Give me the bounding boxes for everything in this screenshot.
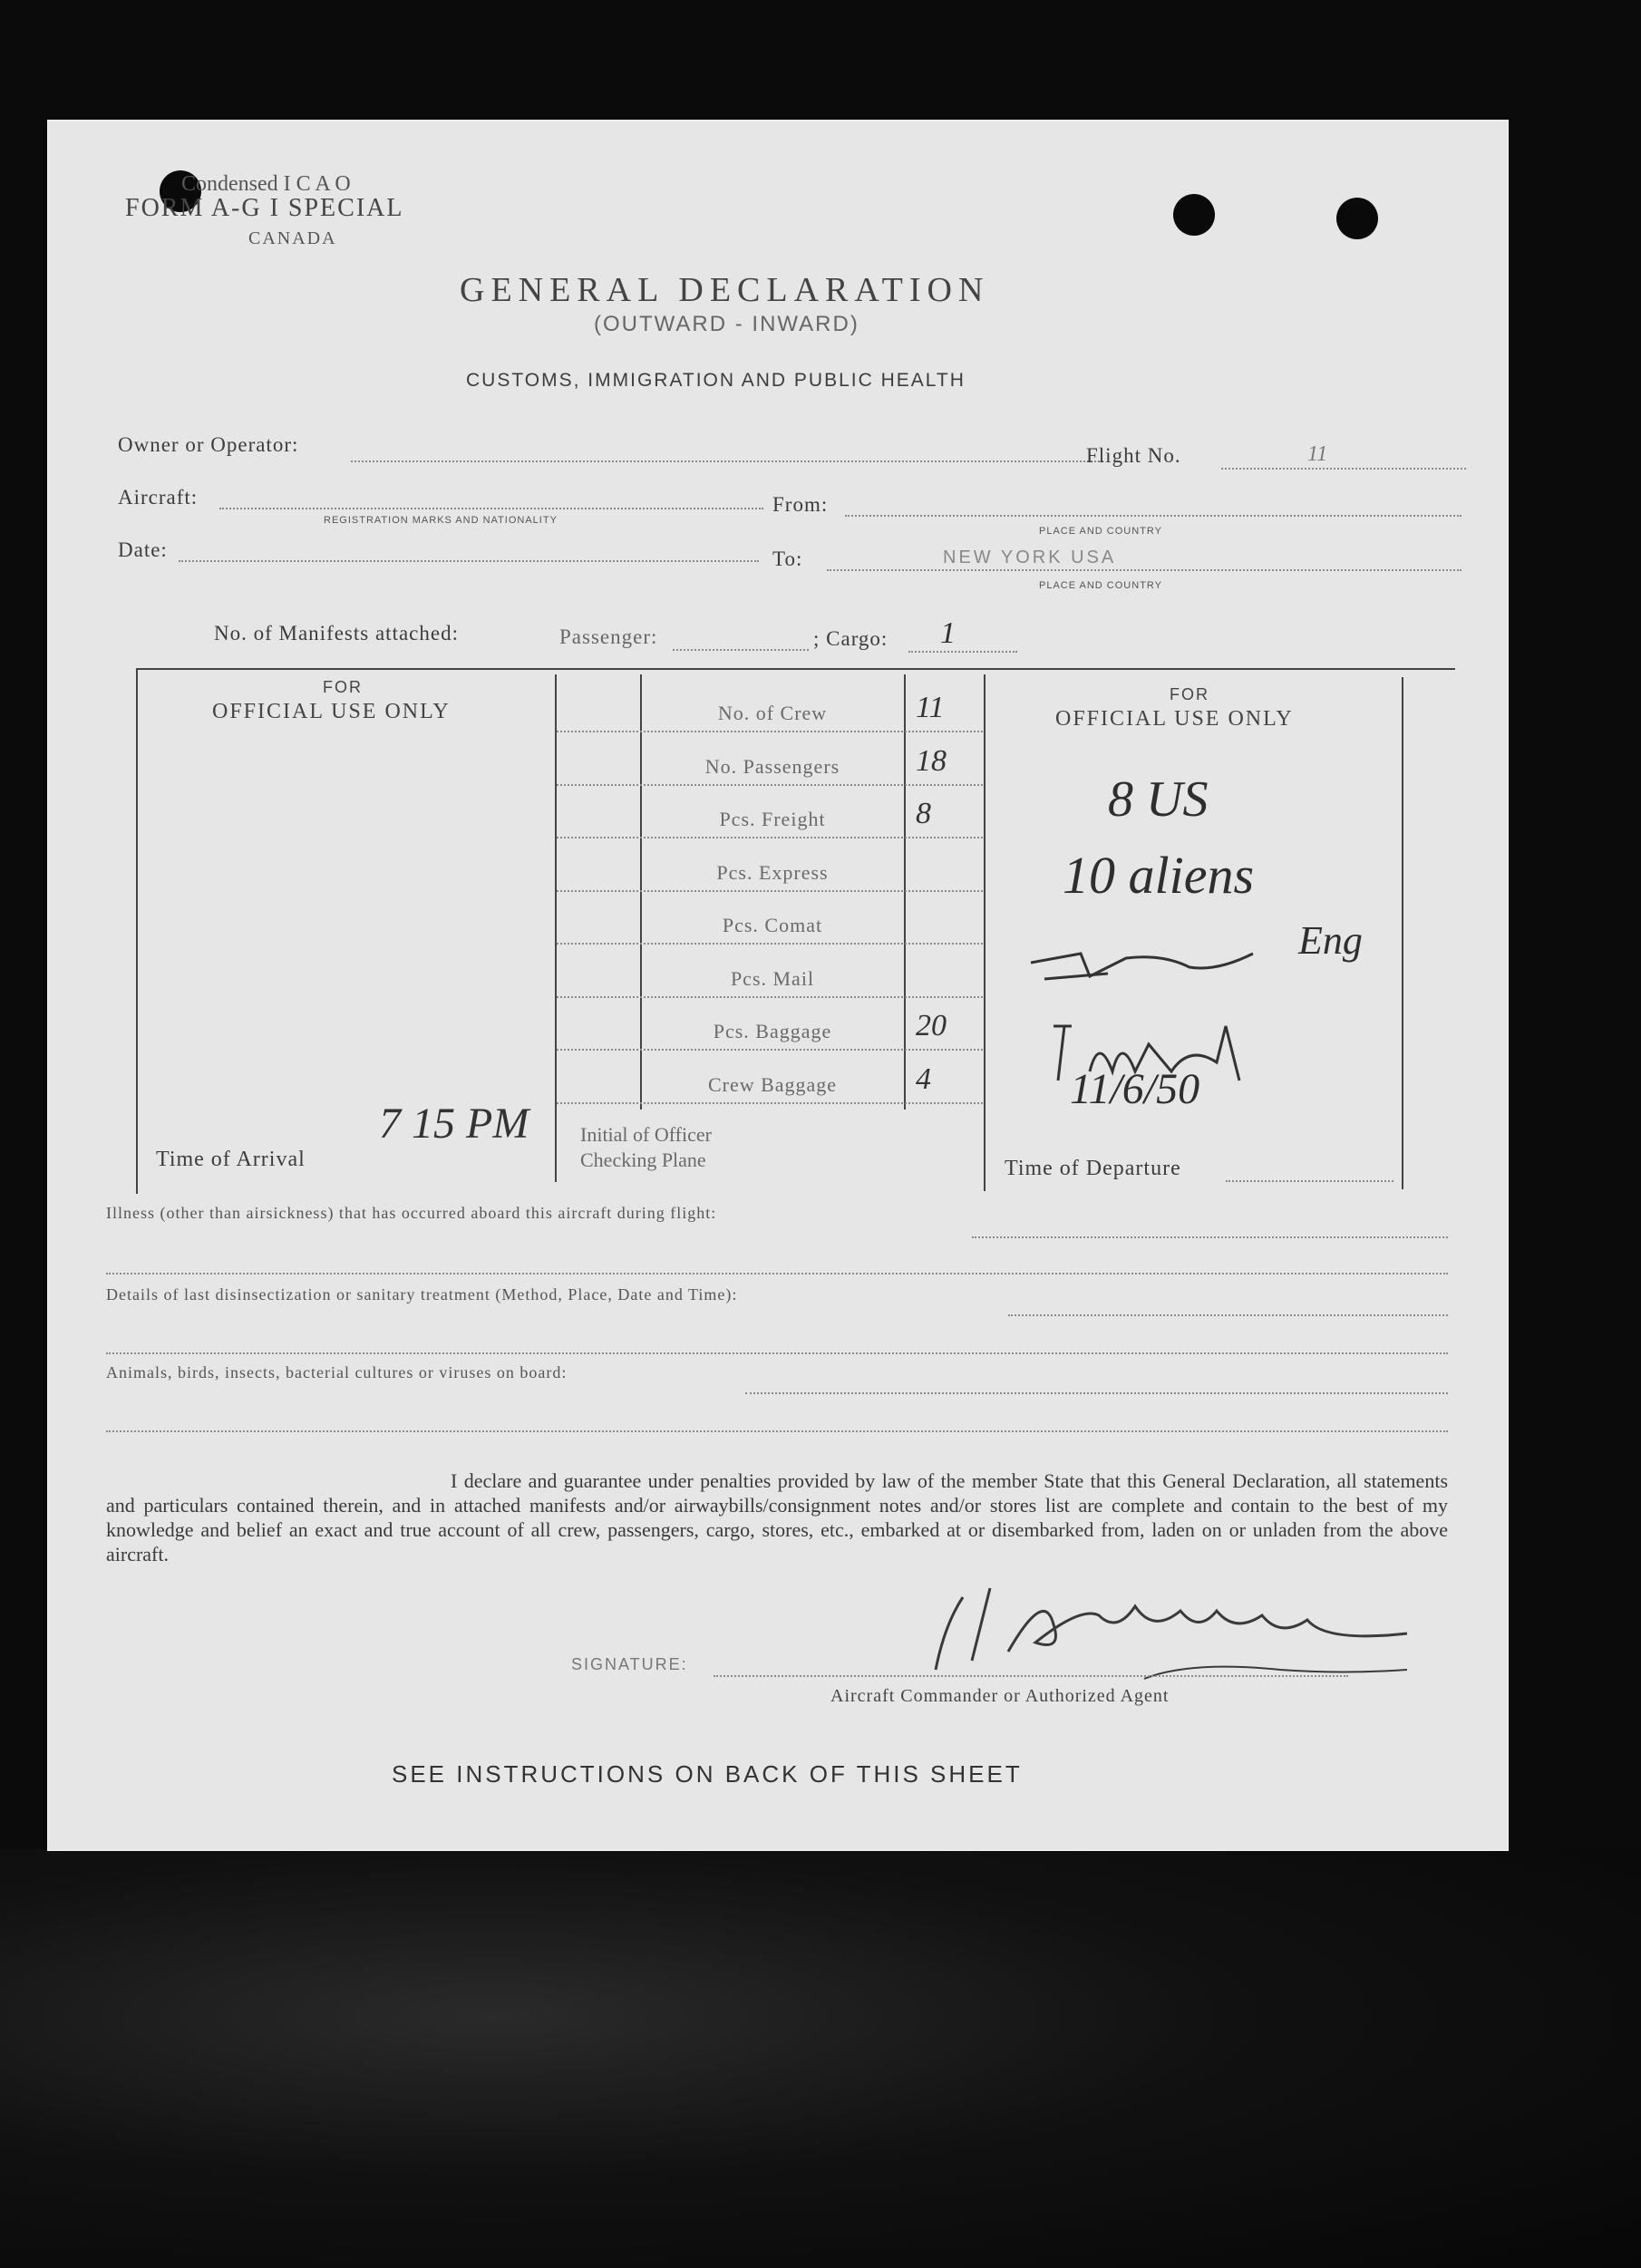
count-row-rule: [557, 890, 983, 892]
punch-hole: [1336, 198, 1378, 239]
count-label: No. of Crew: [717, 702, 828, 724]
footer-instructions: SEE INSTRUCTIONS ON BACK OF THIS SHEET: [392, 1760, 1023, 1788]
right-official-heading: OFFICIAL USE ONLY: [1055, 707, 1294, 731]
signature-label: SIGNATURE:: [571, 1655, 688, 1673]
time-of-arrival-label: Time of Arrival: [156, 1148, 306, 1171]
count-value[interactable]: 20: [916, 1009, 947, 1042]
to-value: NEW YORK USA: [943, 548, 1117, 567]
time-of-arrival-value: 7 15 PM: [379, 1100, 529, 1148]
form-header-line2: FORM A-G I SPECIAL: [125, 194, 404, 222]
form-header-line1: Condensed I C A O: [181, 172, 351, 196]
from-label: From:: [772, 493, 829, 516]
count-label: No. Passengers: [704, 754, 840, 778]
date-label: Date:: [118, 538, 168, 561]
count-value[interactable]: 8: [916, 797, 931, 830]
count-row-rule: [557, 1102, 983, 1104]
official-scribble-1: [1026, 926, 1262, 999]
animals-field[interactable]: [745, 1392, 1448, 1394]
form-title: GENERAL DECLARATION: [460, 271, 990, 309]
cargo-value: 1: [940, 616, 956, 650]
table-divider-3: [904, 674, 906, 1110]
aircraft-label: Aircraft:: [118, 486, 199, 509]
count-row-rule: [557, 784, 983, 786]
manifests-label: No. of Manifests attached:: [214, 622, 459, 645]
aircraft-field[interactable]: [219, 508, 763, 509]
form-department: CUSTOMS, IMMIGRATION AND PUBLIC HEALTH: [466, 370, 966, 391]
count-row-rule: [557, 943, 983, 945]
to-field[interactable]: [827, 569, 1461, 571]
left-official-heading: OFFICIAL USE ONLY: [212, 700, 451, 723]
animals-question: Animals, birds, insects, bacterial cultures or viruses on board:: [106, 1363, 568, 1381]
count-row-rule: [557, 837, 983, 838]
form-subtitle: (OUTWARD - INWARD): [594, 312, 859, 336]
signature-caption: Aircraft Commander or Authorized Agent: [830, 1686, 1170, 1706]
count-row-rule: [557, 1049, 983, 1051]
flight-label: Flight No.: [1086, 444, 1181, 467]
count-label: Pcs. Baggage: [713, 1020, 832, 1042]
table-left-border: [136, 668, 138, 1194]
count-label: Pcs. Express: [716, 860, 829, 884]
officer-initial-label: Initial of Officer Checking Plane: [580, 1123, 712, 1171]
form-country: CANADA: [248, 228, 337, 248]
table-divider-2: [640, 674, 642, 1110]
disinsection-question: Details of last disinsectization or sanitary treatment (Method, Place, Date and Time):: [106, 1285, 738, 1304]
illness-field[interactable]: [972, 1236, 1448, 1238]
date-field[interactable]: [179, 560, 759, 562]
illness-question: Illness (other than airsickness) that has occurred aboard this aircraft during flight:: [106, 1204, 717, 1222]
count-value[interactable]: 4: [916, 1061, 931, 1096]
official-note-4: 11/6/50: [1070, 1065, 1200, 1113]
cargo-label: ; Cargo:: [813, 627, 888, 650]
illness-field-line2[interactable]: [106, 1273, 1448, 1275]
count-row-rule: [557, 731, 983, 732]
signature-scrawl: [918, 1570, 1425, 1688]
declaration-text: I declare and guarantee under penalties provided by law of the member State that this General Declaration, all statements and particulars contained therein, and in attached manifests and/or airwaybills/consignment notes and/or stores list are complete and contain to the best of my knowledge and belief an exact and true account of all crew, passengers, cargo, stores, etc., embarked at or disembarked from, laden on or unladen from the above aircraft.: [106, 1469, 1448, 1565]
from-field[interactable]: [845, 515, 1461, 517]
disinsection-field-line2[interactable]: [106, 1352, 1448, 1354]
count-label: Pcs. Freight: [719, 808, 826, 830]
animals-field-line2[interactable]: [106, 1430, 1448, 1432]
aircraft-caption: REGISTRATION MARKS AND NATIONALITY: [324, 515, 558, 526]
count-label: Pcs. Comat: [722, 914, 823, 936]
table-right-border: [1402, 677, 1403, 1189]
table-divider-4: [984, 674, 986, 1191]
passenger-label: Passenger:: [559, 625, 658, 648]
right-for-label: FOR: [1170, 685, 1209, 703]
count-row-rule: [557, 996, 983, 998]
table-top-border: [136, 668, 1455, 670]
from-caption: PLACE AND COUNTRY: [1039, 526, 1162, 537]
count-value[interactable]: 11: [916, 691, 945, 724]
passenger-manifests-field[interactable]: [673, 649, 809, 651]
punch-hole: [1173, 194, 1215, 236]
count-label: Crew Baggage: [707, 1072, 838, 1096]
signature-field[interactable]: [714, 1675, 1348, 1677]
declaration-form: [47, 120, 1509, 1851]
count-value[interactable]: 18: [916, 743, 947, 778]
scan-background: [0, 1849, 1641, 2268]
table-divider-1: [555, 674, 557, 1182]
flight-value: 11: [1307, 442, 1328, 466]
to-label: To:: [772, 548, 803, 570]
cargo-manifests-field[interactable]: [908, 651, 1017, 653]
official-note-2: 10 aliens: [1063, 846, 1255, 905]
disinsection-field[interactable]: [1008, 1314, 1448, 1316]
time-of-departure-field[interactable]: [1226, 1180, 1393, 1182]
flight-field[interactable]: [1221, 468, 1466, 470]
left-for-label: FOR: [323, 678, 363, 696]
count-label: Pcs. Mail: [730, 966, 815, 990]
to-caption: PLACE AND COUNTRY: [1039, 580, 1162, 591]
owner-field[interactable]: [351, 460, 1103, 462]
time-of-departure-label: Time of Departure: [1005, 1157, 1181, 1180]
official-note-1: 8 US: [1108, 771, 1209, 828]
owner-label: Owner or Operator:: [118, 433, 299, 456]
official-note-3: Eng: [1298, 918, 1363, 963]
